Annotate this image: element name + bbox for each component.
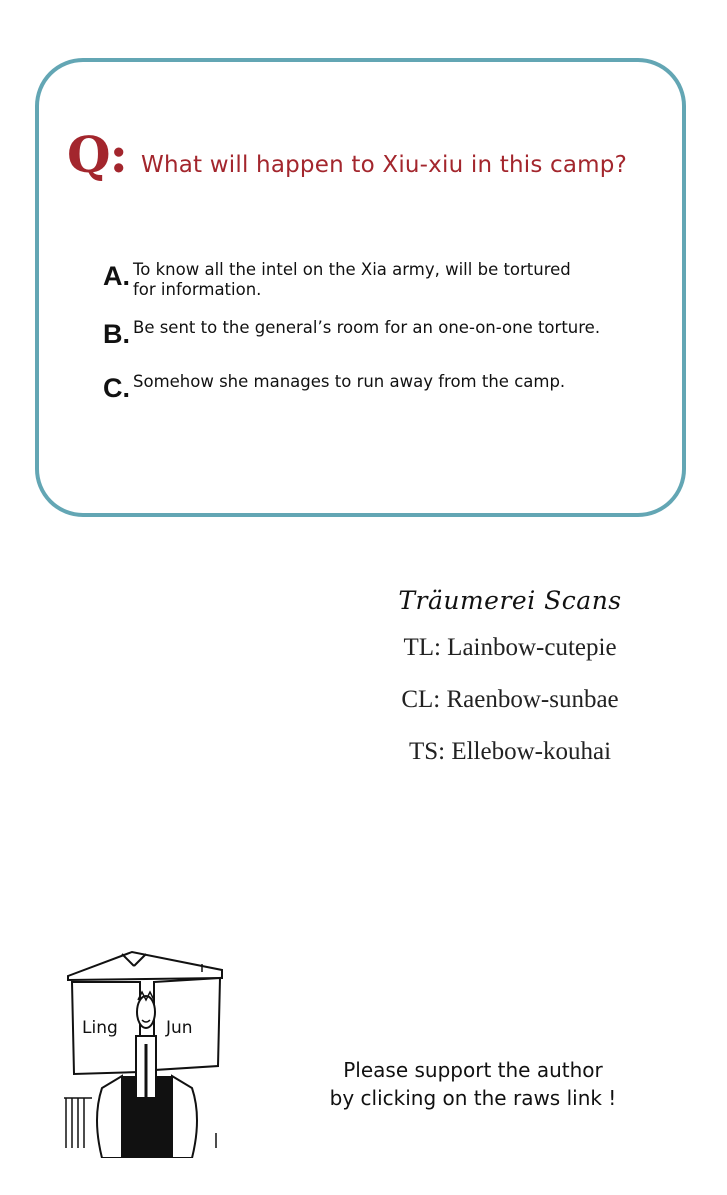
answer-letter-b: B. xyxy=(103,319,130,349)
answer-b-line-1: Be sent to the general’s room for an one-on-one torture. xyxy=(133,318,601,337)
credits-block xyxy=(360,586,660,787)
answer-text-c xyxy=(133,372,565,392)
support-message xyxy=(290,1056,656,1112)
question-marker: Q: xyxy=(67,125,128,184)
credit-typesetter: TS: Ellebow-kouhai xyxy=(408,738,612,765)
answer-letter-c: C. xyxy=(103,373,130,403)
answer-letter-a: A. xyxy=(103,261,130,291)
sketch-illustration xyxy=(62,948,232,1158)
credit-translator: TL: Lainbow-cutepie xyxy=(403,634,617,661)
support-line-1: Please support the author xyxy=(343,1058,603,1082)
answer-text-a xyxy=(133,260,571,300)
answer-a-line-2: for information. xyxy=(133,280,262,299)
sketch-drawing xyxy=(62,948,232,1158)
answer-a-line-1: To know all the intel on the Xia army, will be tortured xyxy=(133,260,571,279)
question-row xyxy=(67,125,627,184)
answer-c-line-1: Somehow she manages to run away from the camp. xyxy=(133,372,566,391)
answer-a xyxy=(103,260,571,300)
answer-c xyxy=(103,372,565,402)
quiz-card xyxy=(35,58,686,517)
support-line-2: by clicking on the raws link ! xyxy=(329,1086,617,1110)
sketch-label-left: Ling xyxy=(82,1018,118,1038)
credit-cleaner: CL: Raenbow-sunbae xyxy=(401,686,619,713)
answer-text-b xyxy=(133,318,600,338)
scanlation-group-name: Träumerei Scans xyxy=(398,586,622,615)
answer-b xyxy=(103,318,600,348)
sketch-label-right: Jun xyxy=(166,1018,193,1038)
question-text: What will happen to Xiu-xiu in this camp? xyxy=(141,152,627,178)
